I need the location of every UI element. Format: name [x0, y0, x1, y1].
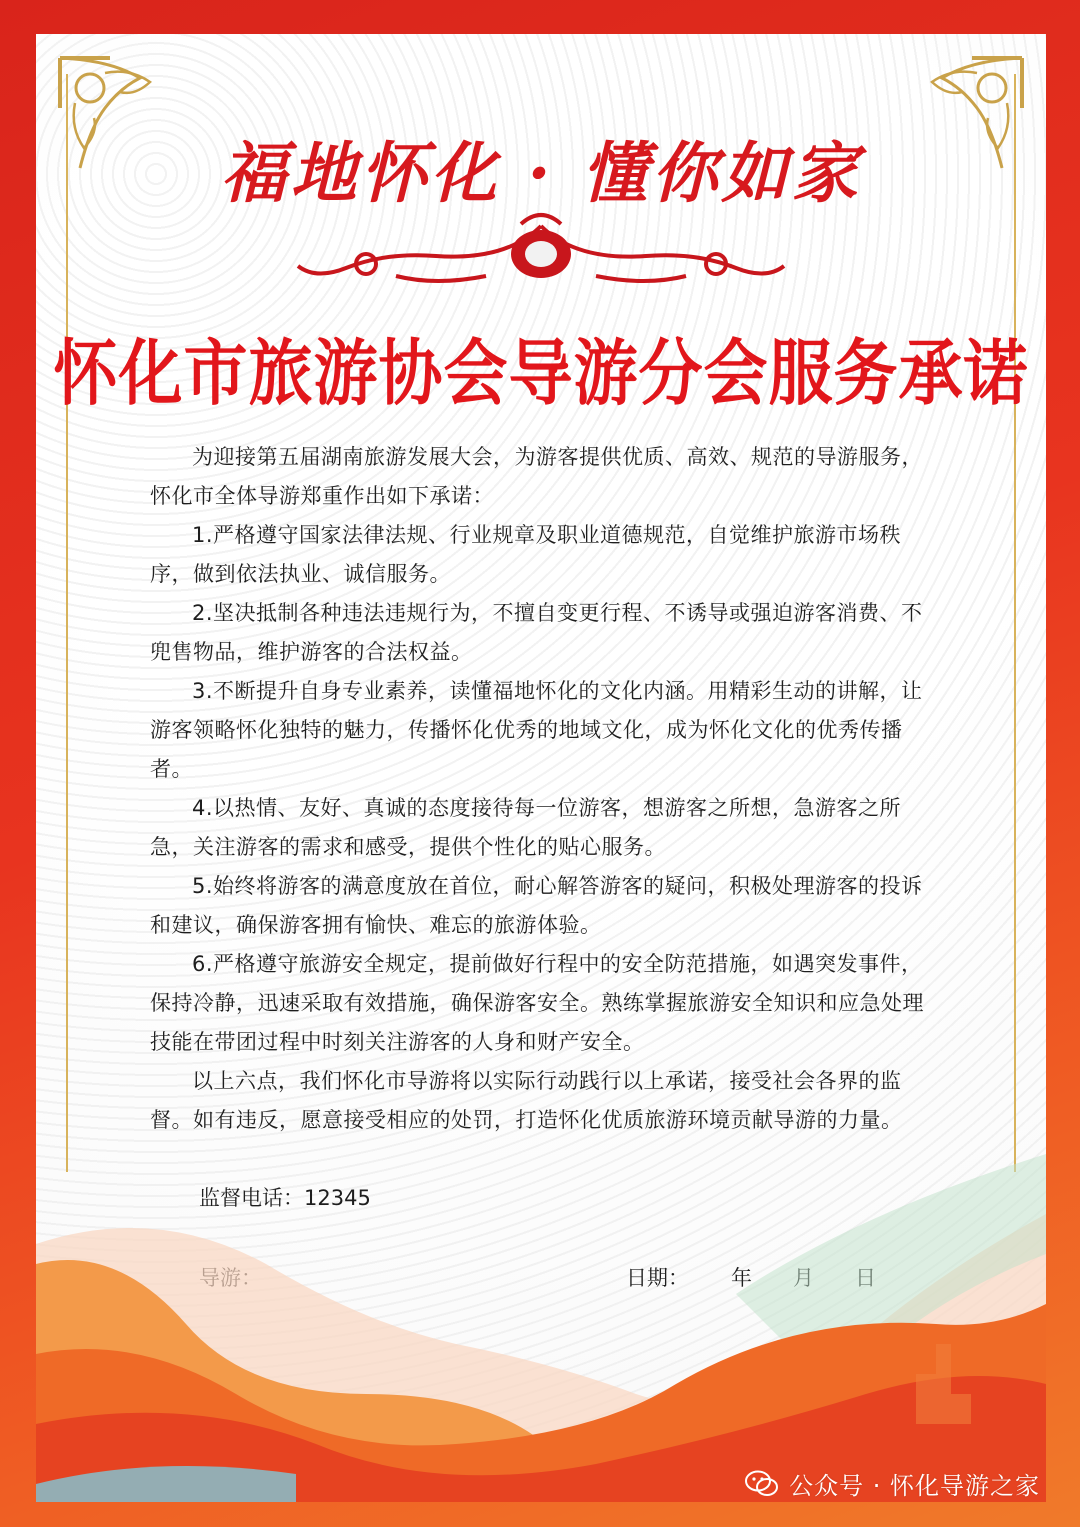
- pledge-item: 2.坚决抵制各种违法违规行为，不擅自变更行程、不诱导或强迫游客消费、不兜售物品，维护游客的合法权益。: [150, 601, 923, 664]
- pledge-item: 3.不断提升自身专业素养，读懂福地怀化的文化内涵。用精彩生动的讲解，让游客领略怀化独特的魅力，传播怀化优秀的地域文化，成为怀化文化的优秀传播者。: [150, 679, 923, 781]
- year-label: 年: [731, 1266, 752, 1290]
- slogan: 福地怀化 · 懂你如家: [220, 134, 862, 212]
- pledge-item: 6.严格遵守旅游安全规定，提前做好行程中的安全防范措施，如遇突发事件，保持冷静，迅速采取有效措施，确保游客安全。熟练掌握旅游安全知识和应急处理技能在带团过程中时刻关注游客的人身和财产安全。: [150, 952, 924, 1054]
- watermark: [745, 1466, 1040, 1501]
- pledge-item: 1.严格遵守国家法律法规、行业规章及职业道德规范，自觉维护旅游市场秩序，做到依法执业、诚信服务。: [150, 523, 902, 586]
- wechat-icon: [745, 1470, 779, 1498]
- watermark-text: 公众号 · 怀化导游之家: [789, 1472, 1040, 1500]
- date-label: 日期：: [626, 1266, 689, 1290]
- supervision-phone: 监督电话：12345: [199, 1186, 371, 1210]
- pledge-item: 4.以热情、友好、真诚的态度接待每一位游客，想游客之所想，急游客之所急，关注游客的需求和感受，提供个性化的贴心服务。: [150, 796, 902, 859]
- page-title: 怀化市旅游协会导游分会服务承诺: [53, 331, 1029, 416]
- pledge-body: [150, 438, 938, 1140]
- decorative-waves: [36, 1094, 1046, 1502]
- pledge-item: 5.始终将游客的满意度放在首位，耐心解答游客的疑问，积极处理游客的投诉和建议，确保游客拥有愉快、难忘的旅游体验。: [150, 874, 923, 937]
- closing-paragraph: 以上六点，我们怀化市导游将以实际行动践行以上承诺，接受社会各界的监督。如有违反，愿意接受相应的处罚，打造怀化优质旅游环境贡献导游的力量。: [150, 1069, 903, 1132]
- floral-divider-icon: [286, 206, 796, 296]
- certificate-paper: [36, 34, 1046, 1502]
- intro-paragraph: 为迎接第五届湖南旅游发展大会，为游客提供优质、高效、规范的导游服务，怀化市全体导游郑重作出如下承诺：: [150, 445, 923, 508]
